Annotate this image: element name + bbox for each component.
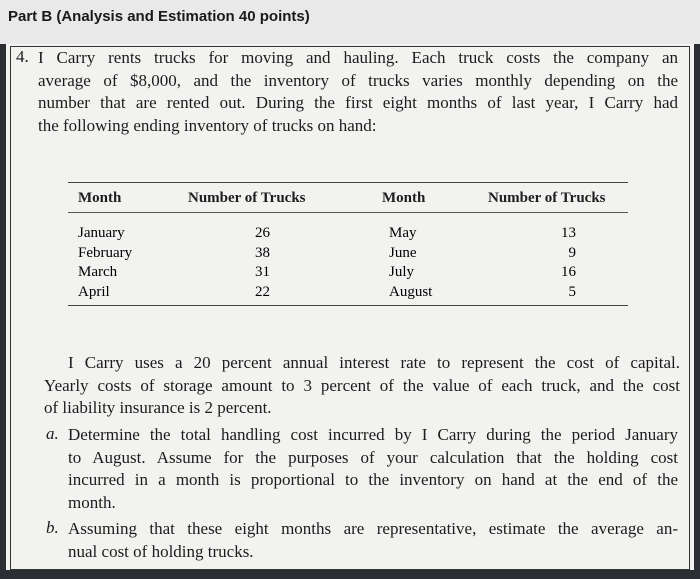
table-cell: 22: [255, 283, 270, 300]
table-cell: May: [389, 225, 417, 241]
intro-line: number that are rented out. During the first eight months of last year, I Carry had: [38, 93, 678, 112]
item-b-label: b.: [46, 518, 59, 537]
table-header-number-of-trucks-2: Number of Trucks: [488, 190, 606, 206]
table-cell: June: [389, 244, 417, 261]
problem-number: 4.: [16, 47, 29, 66]
paragraph-line: I Carry uses a 20 percent annual interest rate to represent the cost of capital.: [68, 353, 680, 372]
item-line: nual cost of holding trucks.: [68, 541, 254, 561]
table-header-number-of-trucks: Number of Trucks: [188, 190, 306, 206]
intro-line: the following ending inventory of trucks on hand:: [38, 115, 377, 135]
table-cell: 38: [255, 244, 270, 261]
table-col-right-months: [389, 224, 432, 302]
table-header-month: Month: [78, 190, 122, 206]
table-cell: 5: [568, 283, 576, 300]
table-header-rule: [68, 212, 628, 213]
part-title: Part B (Analysis and Estimation 40 points): [8, 8, 310, 25]
table-cell: 16: [561, 264, 576, 280]
paragraph-line: of liability insurance is 2 percent.: [44, 398, 272, 417]
table-col-right-counts: [540, 224, 576, 302]
table-cell: July: [389, 264, 415, 280]
table-cell: 26: [255, 225, 270, 241]
item-b-text: [68, 518, 678, 563]
header-bar: [0, 0, 700, 44]
table-cell: April: [78, 283, 110, 300]
table-top-rule: [68, 182, 628, 183]
item-a-text: [68, 424, 678, 514]
cost-paragraph: [44, 352, 680, 420]
item-line: incurred in a month is proportional to the inventory on hand at the end of the: [68, 470, 678, 489]
item-line: to August. Assume for the purposes of your calculation that the holding cost: [68, 447, 678, 467]
table-cell: 13: [561, 225, 576, 241]
item-line: Determine the total handling cost incurred by I Carry during the period January: [68, 425, 678, 444]
table-cell: 31: [255, 264, 270, 280]
problem-intro: [38, 47, 678, 137]
table-col-left-counts: [240, 224, 270, 302]
paragraph-line: Yearly costs of storage amount to 3 percent of the value of each truck, and the cost: [44, 375, 680, 395]
table-cell: February: [78, 244, 133, 261]
table-cell: August: [389, 283, 433, 300]
table-col-left-months: [78, 224, 132, 302]
table-cell: March: [78, 264, 118, 280]
table-cell: 9: [568, 244, 576, 261]
item-line: month.: [68, 492, 116, 512]
table-cell: January: [78, 225, 125, 241]
table-bottom-rule: [68, 305, 628, 306]
intro-line: I Carry rents trucks for moving and hauling. Each truck costs the company an: [38, 48, 678, 67]
item-line: Assuming that these eight months are representative, estimate the average an-: [68, 519, 678, 538]
table-header-month-2: Month: [382, 190, 426, 206]
intro-line: average of $8,000, and the inventory of trucks varies monthly depending on the: [38, 70, 678, 90]
item-a-label: a.: [46, 424, 59, 443]
